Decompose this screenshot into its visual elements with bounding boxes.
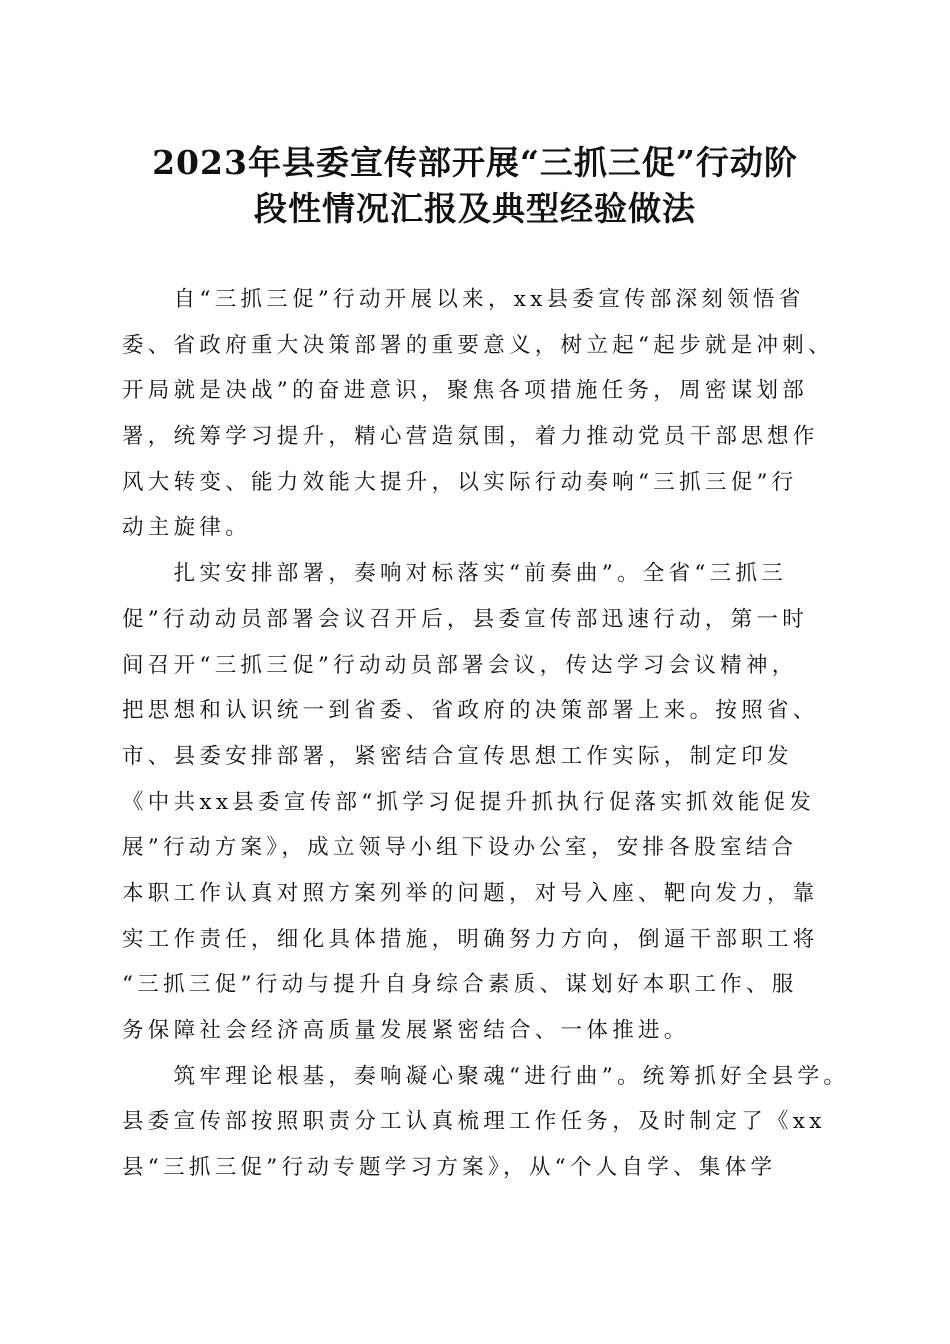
text-line: 务保障社会经济高质量发展紧密结合、一体推进。 [122,1018,690,1043]
text-line: “三抓三促”行动与提升自身综合素质、谋划好本职工作、服 [122,972,798,998]
text-line: 《中共xx县委宣传部“抓学习促提升抓执行促落实抓效能促发 [122,789,816,815]
text-line: 间召开“三抓三促”行动动员部署会议，传达学习会议精神， [122,652,798,678]
text-line: 本职工作认真对照方案列举的问题，对号入座、靶向发力，靠 [122,880,819,906]
text-line: 筑牢理论根基，奏响凝心聚魂“进行曲”。统筹抓好全县学。 [122,1063,850,1089]
text-line: 署，统筹学习提升，精心营造氛围，着力推动党员干部思想作 [122,424,819,450]
text-line: 开局就是决战”的奋进意识，聚焦各项措施任务，周密谋划部 [122,378,809,404]
document-title [100,140,850,232]
text-line: 委、省政府重大决策部署的重要意义，树立起“起步就是冲刺、 [122,332,834,358]
text-line: 促”行动动员部署会议召开后，县委宣传部迅速行动，第一时 [122,606,809,632]
text-line: 动主旋律。 [122,515,252,541]
text-line: 风大转变、能力效能大提升，以实际行动奏响“三抓三促”行 [122,469,798,495]
text-line: 把思想和认识统一到省委、省政府的决策部署上来。按照省、 [122,698,819,724]
text-line: 市、县委安排部署，紧密结合宣传思想工作实际，制定印发 [122,743,793,769]
paragraph-theory [122,1054,850,1191]
text-line: 扎实安排部署，奏响对标落实“前奏曲”。全省“三抓三 [122,561,788,587]
title-line-1: 2023年县委宣传部开展“三抓三促”行动阶 [152,143,798,182]
text-line: 县“三抓三促”行动专题学习方案》，从“个人自学、集体学 [122,1155,777,1181]
text-line: 实工作责任，细化具体措施，明确努力方向，倒逼干部职工将 [122,926,819,952]
paragraph-intro [122,277,842,551]
document-body [122,277,850,1191]
text-line: 县委宣传部按照职责分工认真梳理工作任务，及时制定了《xx [122,1109,826,1135]
text-line: 自“三抓三促”行动开展以来，xx县委宣传部深刻领悟省 [122,287,805,312]
title-line-2: 段性情况汇报及典型经验做法 [254,189,696,228]
text-line: 展”行动方案》，成立领导小组下设办公室，安排各股室结合 [122,835,798,861]
paragraph-deployment [122,551,842,1054]
